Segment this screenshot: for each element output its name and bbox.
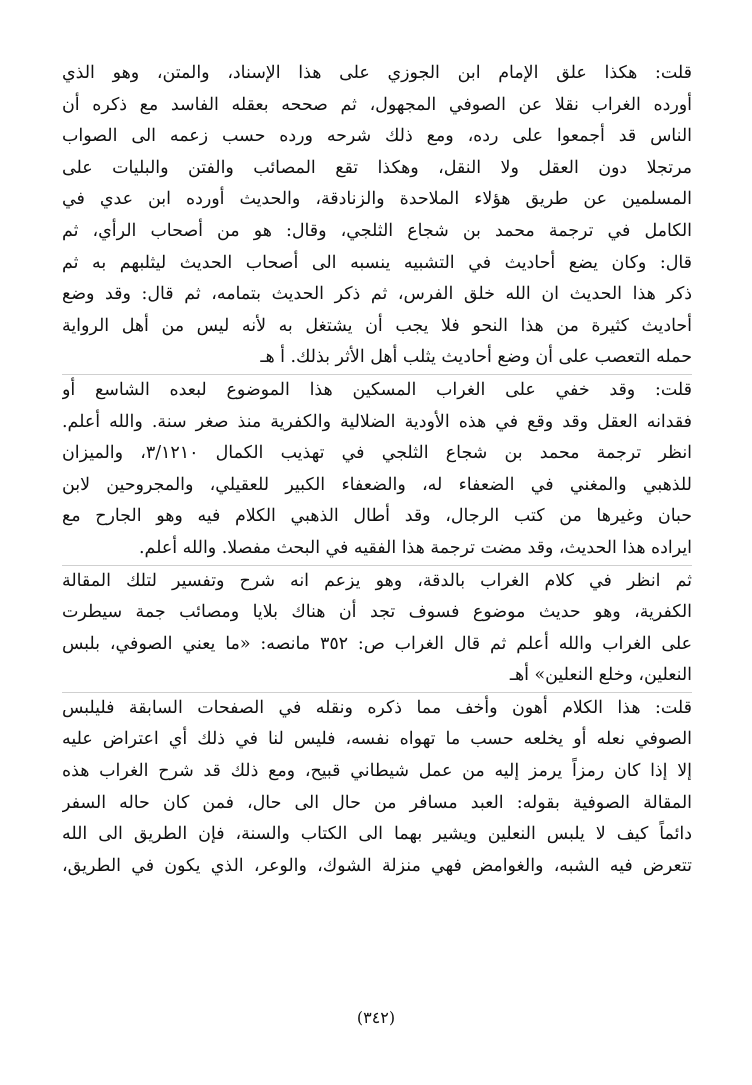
text-line: الصوفي نعله أو يخلعه حسب ما تهواه نفسه، فليس لنا في ذلك أي اعتراض عليه (62, 729, 692, 750)
text-line: حبان وغيرها من كتب الرجال، وقد أطال الذهبي الكلام فيه وهو الجارح مع (62, 506, 692, 527)
text-line: الكامل في ترجمة محمد بن شجاع الثلجي، وقال: هو من أصحاب الرأي، ثم (62, 220, 692, 241)
text-line: تتعرض فيه الشبه، والغوامض فهي منزلة الشوك، والوعر، الذي يكون في الطريق، (62, 855, 692, 876)
paragraph-3 (62, 565, 692, 692)
text-line: ثم انظر في كلام الغراب بالدقة، وهو يزعم انه شرح وتفسير لتلك المقالة (62, 570, 692, 591)
text-line: أحاديث كثيرة من هذا النحو فلا يجب أن يشتغل به لأنه ليس من أهل الرواية (62, 315, 692, 336)
page-body (62, 58, 692, 882)
text-line: انظر ترجمة محمد بن شجاع الثلجي في تهذيب الكمال ٣/١٢١٠، والميزان (62, 443, 692, 464)
text-line: النعلين، وخلع النعلين» أهـ (509, 665, 692, 686)
paragraph-4 (62, 692, 692, 883)
text-line: قال: وكان يضع أحاديث في التشبيه ينسبه الى أصحاب الحديث ليثلبهم به ثم (62, 252, 692, 273)
text-line: الناس قد أجمعوا على رده، ومع ذلك شرحه ورده حسب زعمه الى الصواب (62, 126, 692, 147)
paragraph-2 (62, 374, 692, 565)
text-line: قلت: هذا الكلام أهون وأخف مما ذكره ونقله في الصفحات السابقة فليلبس (62, 697, 692, 718)
text-line: دائماً كيف لا يلبس النعلين ويشير بهما الى الكتاب والسنة، فإن الطريق الى الله (62, 824, 692, 845)
text-line: المسلمين عن طريق هؤلاء الملاحدة والزنادقة، والحديث أورده ابن عدي في (62, 189, 692, 210)
text-line: مرتجلا دون العقل ولا النقل، وهكذا تقع المصائب والفتن والبليات على (62, 157, 692, 178)
text-line: للذهبي والمغني في الضعفاء له، والضعفاء الكبير للعقيلي، والمجروحين لابن (62, 474, 692, 495)
text-line: الكفرية، وهو حديث موضوع فسوف تجد أن هناك بلايا ومصائب جمة سيطرت (62, 602, 692, 623)
paragraph-1 (62, 58, 692, 374)
page-number: (٣٤٢) (356, 1008, 396, 1027)
text-line: إلا إذا كان رمزاً يرمز إليه من عمل شيطاني قبيح، ومع ذلك قد شرح الغراب هذه (62, 761, 692, 782)
text-line: ذكر هذا الحديث ان الله خلق الفرس، ثم ذكر الحديث بتمامه، ثم قال: وقد وضع (62, 284, 692, 305)
text-line: قلت: وقد خفي على الغراب المسكين هذا الموضوع لبعده الشاسع أو (62, 379, 692, 400)
text-line: المقالة الصوفية بقوله: العبد مسافر من حال الى حال، فمن كان حاله السفر (62, 792, 692, 813)
text-line: قلت: هكذا علق الإمام ابن الجوزي على هذا الإسناد، والمتن، وهو الذي (62, 63, 692, 83)
text-line: أورده الغراب نقلا عن الصوفي المجهول، ثم صححه بعقله الفاسد مع ذكره أن (62, 94, 692, 115)
text-line: ايراده هذا الحديث، وقد مضت ترجمة هذا الفقيه في البحث مفصلا. والله أعلم. (138, 537, 692, 558)
text-line: حمله التعصب على أن وضع أحاديث يثلب أهل الأثر بذلك. أ هـ (260, 347, 692, 368)
text-line: على الغراب والله أعلم ثم قال الغراب ص: ٣٥٢ مانصه: «ما يعني الصوفي، بلبس (62, 633, 692, 654)
text-line: فقدانه العقل وقد وقع في هذه الأودية الضلالية والكفرية منذ صغر سنة. والله أعلم. (62, 411, 692, 432)
